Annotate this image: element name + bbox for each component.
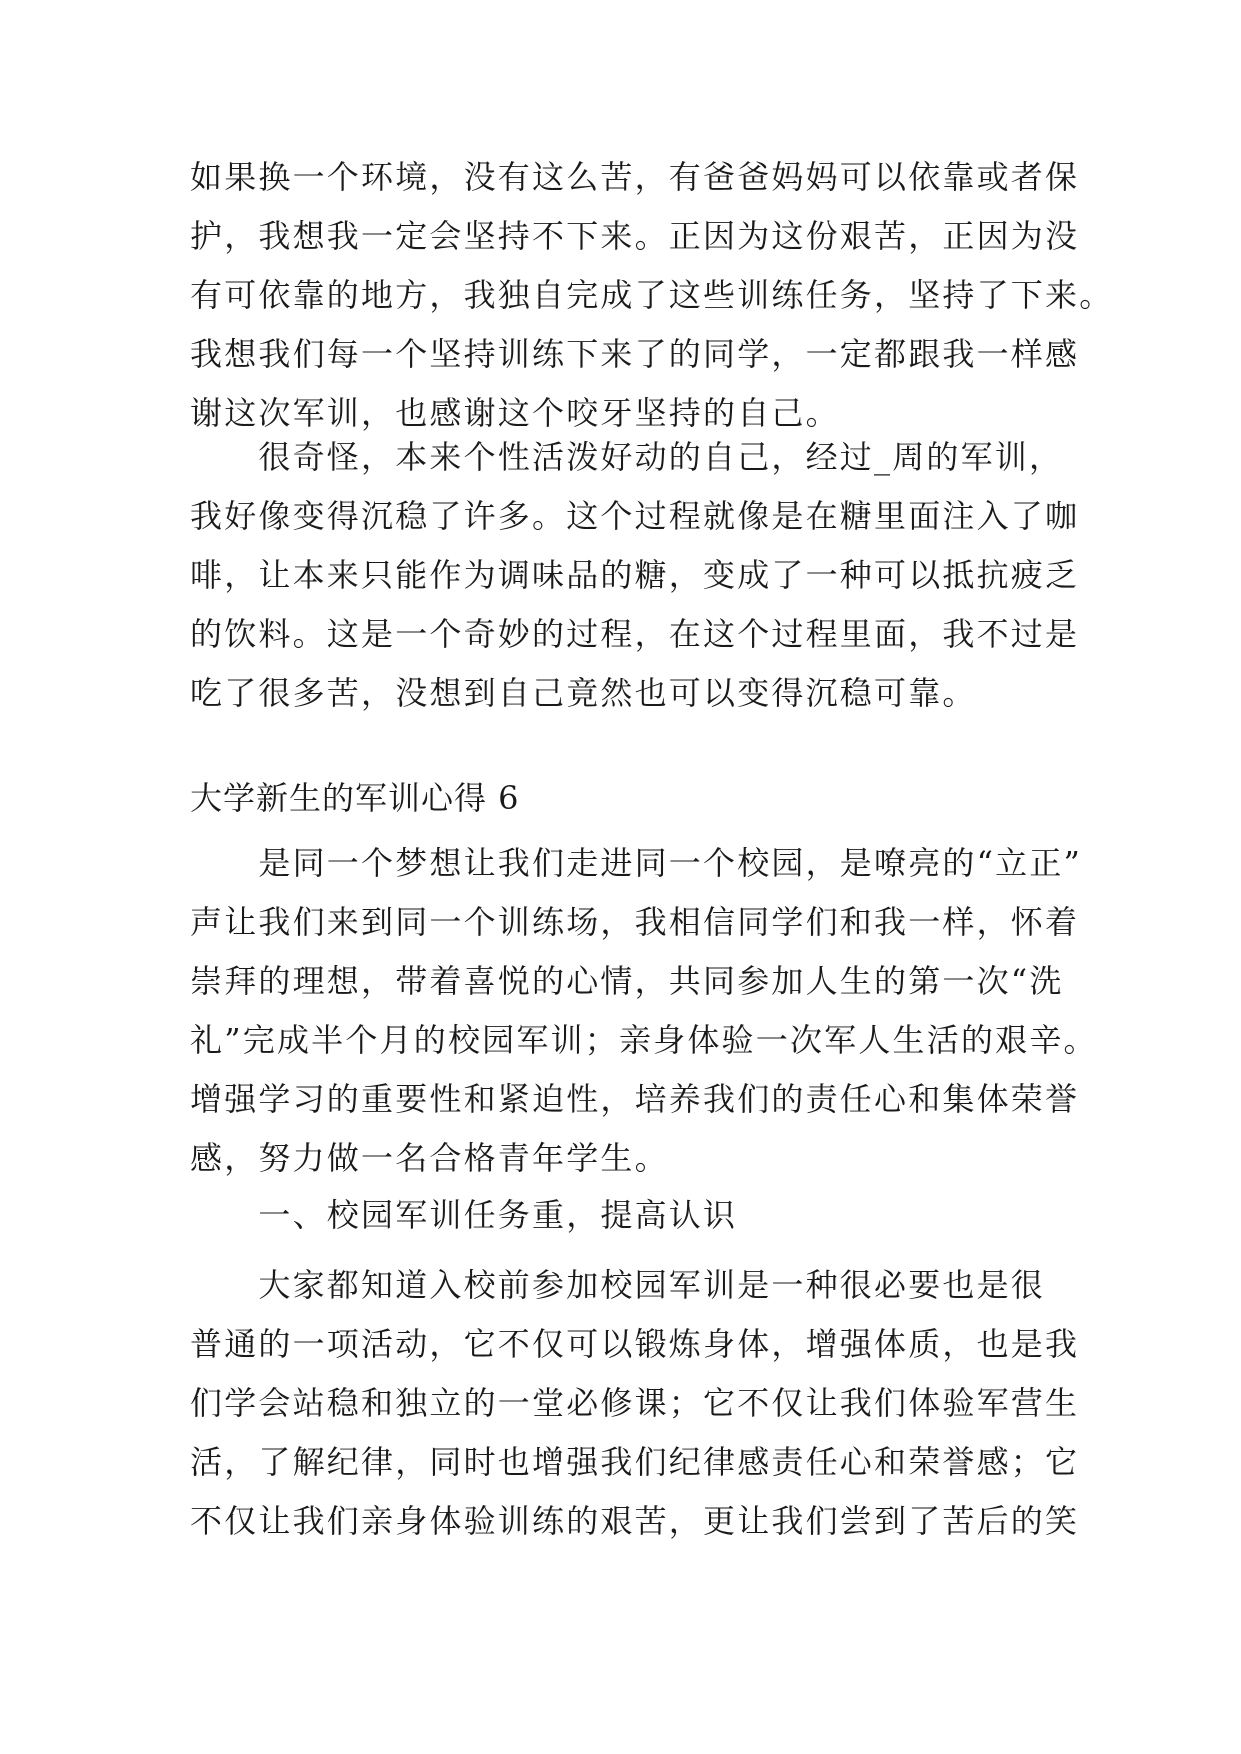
text-line: 一、校园军训任务重，提高认识: [190, 1196, 738, 1234]
section-heading: 大学新生的军训心得 6: [190, 779, 520, 817]
paragraph-calm: [190, 428, 1080, 723]
text-line: 们学会站稳和独立的一堂必修课；它不仅让我们体验军营生: [190, 1384, 1080, 1422]
text-line: 有可依靠的地方，我独自完成了这些训练任务，坚持了下来。: [190, 276, 1114, 314]
text-line: 如果换一个环境，没有这么苦，有爸爸妈妈可以依靠或者保: [190, 158, 1080, 196]
text-line: 崇拜的理想，带着喜悦的心情，共同参加人生的第一次“洗: [190, 962, 1064, 1000]
text-line: 我好像变得沉稳了许多。这个过程就像是在糖里面注入了咖: [190, 497, 1080, 535]
paragraph-persistence: [190, 148, 1114, 443]
text-line: 增强学习的重要性和紧迫性，培养我们的责任心和集体荣誉: [190, 1080, 1080, 1118]
paragraph-dream: [190, 834, 1098, 1188]
text-line: 吃了很多苦，没想到自己竟然也可以变得沉稳可靠。: [190, 674, 977, 712]
text-line: 谢这次军训，也感谢这个咬牙坚持的自己。: [190, 394, 840, 432]
paragraph-everyone-knows: [190, 1256, 1080, 1551]
text-line: 啡，让本来只能作为调味品的糖，变成了一种可以抵抗疲乏: [190, 556, 1080, 594]
subheading-task: [190, 1186, 1050, 1245]
text-line: 我想我们每一个坚持训练下来了的同学，一定都跟我一样感: [190, 335, 1080, 373]
text-line: 活，了解纪律，同时也增强我们纪律感责任心和荣誉感；它: [190, 1443, 1080, 1481]
text-line: 很奇怪，本来个性活泼好动的自己，经过_周的军训，: [190, 438, 1064, 476]
text-line: 的饮料。这是一个奇妙的过程，在这个过程里面，我不过是: [190, 615, 1080, 653]
text-line: 不仅让我们亲身体验训练的艰苦，更让我们尝到了苦后的笑: [190, 1502, 1080, 1540]
text-line: 声让我们来到同一个训练场，我相信同学们和我一样，怀着: [190, 903, 1080, 941]
text-line: 礼”完成半个月的校园军训；亲身体验一次军人生活的艰辛。: [190, 1021, 1098, 1059]
text-line: 感，努力做一名合格青年学生。: [190, 1139, 669, 1177]
text-line: 是同一个梦想让我们走进同一个校园，是嘹亮的“立正”: [190, 844, 1083, 882]
text-line: 普通的一项活动，它不仅可以锻炼身体，增强体质，也是我: [190, 1325, 1080, 1363]
text-line: 大家都知道入校前参加校园军训是一种很必要也是很: [190, 1266, 1046, 1304]
text-line: 护，我想我一定会坚持不下来。正因为这份艰苦，正因为没: [190, 217, 1080, 255]
